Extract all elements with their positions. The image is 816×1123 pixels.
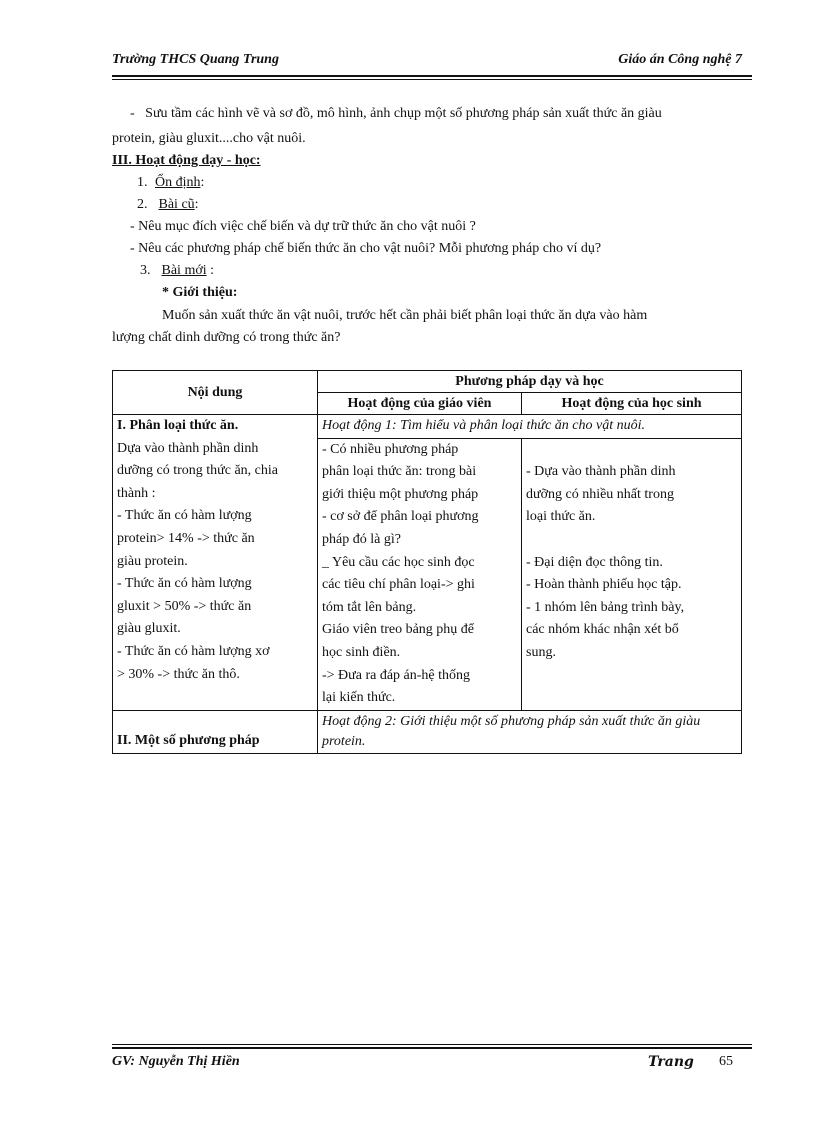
review-question-2: - Nêu các phương pháp chế biến thức ăn cho vật nuôi? Mỗi phương pháp cho ví dụ? [130, 241, 602, 256]
activity-2-heading: Hoạt động 2: Giới thiệu một số phương pháp sản xuất thức ăn giàu protein. [318, 710, 742, 753]
student-line [526, 529, 737, 552]
content-line: gluxit > 50% -> thức ăn [117, 598, 252, 614]
student-line: dưỡng có nhiều nhất trong [526, 486, 674, 502]
school-name: Trường THCS Quang Trung [112, 52, 279, 67]
teacher-line: học sinh điền. [322, 644, 401, 660]
page-label: Trang [648, 1054, 694, 1070]
document-title: Giáo án Công nghệ 7 [618, 52, 742, 67]
content-line: > 30% -> thức ăn thô. [117, 666, 240, 682]
section-3-title: III. Hoạt động dạy - học: [112, 153, 261, 168]
content-line: dưỡng có trong thức ăn, chia [117, 463, 278, 479]
teacher-line: các tiêu chí phân loại-> ghi [322, 577, 475, 593]
content-line: protein> 14% -> thức ăn [117, 530, 255, 546]
teacher-line: tóm tắt lên bảng. [322, 599, 417, 615]
teacher-line: pháp đó là gì? [322, 531, 401, 547]
activity-1-heading: Hoạt động 1: Tìm hiểu và phân loại thức ăn cho vật nuôi. [318, 415, 742, 439]
header-noi-dung: Nội dung [113, 371, 318, 415]
teacher-line: - Có nhiều phương pháp [322, 441, 459, 457]
item-1-number: 1. [137, 175, 148, 190]
item-2-number: 2. [137, 197, 148, 212]
teacher-activity-cell [318, 438, 522, 710]
item-1-colon: : [200, 175, 205, 190]
intro-paragraph-line-1: Muốn sản xuất thức ăn vật nuôi, trước hết cần phải biết phân loại thức ăn dựa vào hàm [162, 308, 648, 323]
header-teacher-activity: Hoạt động của giáo viên [318, 393, 522, 415]
item-2-colon: : [194, 197, 199, 212]
review-question-1: - Nêu mục đích việc chế biến và dự trữ thức ăn cho vật nuôi ? [130, 219, 476, 234]
teacher-line: - cơ sở để phân loại phương [322, 509, 479, 525]
student-activity-cell [522, 438, 742, 710]
student-line: sung. [526, 644, 556, 660]
teacher-line: _ Yêu cầu các học sinh đọc [322, 554, 475, 570]
student-line: - Hoàn thành phiếu học tập. [526, 577, 682, 593]
item-3-label: Bài mới [161, 263, 207, 278]
student-line [526, 439, 737, 462]
footer-rule [112, 1044, 752, 1045]
student-line: - Dựa vào thành phần dinh [526, 464, 676, 480]
intro-paragraph-line-2: lượng chất dinh dưỡng có trong thức ăn? [112, 330, 341, 345]
footer-rule-thick [112, 1047, 752, 1049]
student-line: loại thức ăn. [526, 509, 596, 525]
content-line: - Thức ăn có hàm lượng [117, 576, 252, 592]
teacher-line: -> Đưa ra đáp án-hệ thống [322, 667, 471, 683]
collect-line-1 [130, 106, 662, 122]
item-3-number: 3. [140, 263, 151, 278]
introduction-heading: * Giới thiệu: [162, 285, 238, 300]
lesson-table [112, 370, 742, 754]
collect-dash: - [130, 106, 135, 121]
teacher-line: phân loại thức ăn: trong bài [322, 464, 477, 480]
header-rule-thin [112, 79, 752, 80]
item-bai-cu [137, 197, 199, 213]
item-3-colon: : [206, 263, 215, 278]
teacher-name: GV: Nguyễn Thị Hiền [112, 1054, 240, 1069]
collect-line-2: protein, giàu gluxit....cho vật nuôi. [112, 131, 306, 146]
teacher-line: giới thiệu một phương pháp [322, 486, 479, 502]
header-phuong-phap: Phương pháp dạy và học [318, 371, 742, 393]
page-header [112, 52, 742, 72]
section-1-title: I. Phân loại thức ăn. [117, 418, 239, 433]
student-line: - 1 nhóm lên bảng trình bày, [526, 599, 685, 615]
item-bai-moi [140, 263, 214, 279]
item-1-label: Ổn định [155, 175, 201, 190]
content-line: thành : [117, 485, 156, 501]
content-line: Dựa vào thành phần dinh [117, 440, 259, 456]
teacher-line: lại kiến thức. [322, 690, 396, 706]
header-student-activity: Hoạt động của học sinh [522, 393, 742, 415]
content-line: - Thức ăn có hàm lượng [117, 508, 252, 524]
page-number: 65 [719, 1054, 733, 1069]
header-rule [112, 75, 752, 77]
student-line: các nhóm khác nhận xét bổ [526, 622, 679, 638]
content-cell [113, 415, 318, 711]
collect-text: Sưu tầm các hình vẽ và sơ đồ, mô hình, ảnh chụp một số phương pháp sản xuất thức ăn giàu [145, 106, 662, 121]
content-line: - Thức ăn có hàm lượng xơ [117, 643, 270, 659]
section-2-cell [113, 710, 318, 753]
section-2-title: II. Một số phương pháp [117, 733, 260, 749]
item-on-dinh [137, 175, 204, 191]
teacher-line: Giáo viên treo bảng phụ để [322, 622, 475, 638]
item-2-label: Bài cũ [158, 197, 195, 212]
content-line: giàu protein. [117, 553, 188, 569]
content-line: giàu gluxit. [117, 621, 181, 637]
student-line: - Đại diện đọc thông tin. [526, 554, 663, 570]
